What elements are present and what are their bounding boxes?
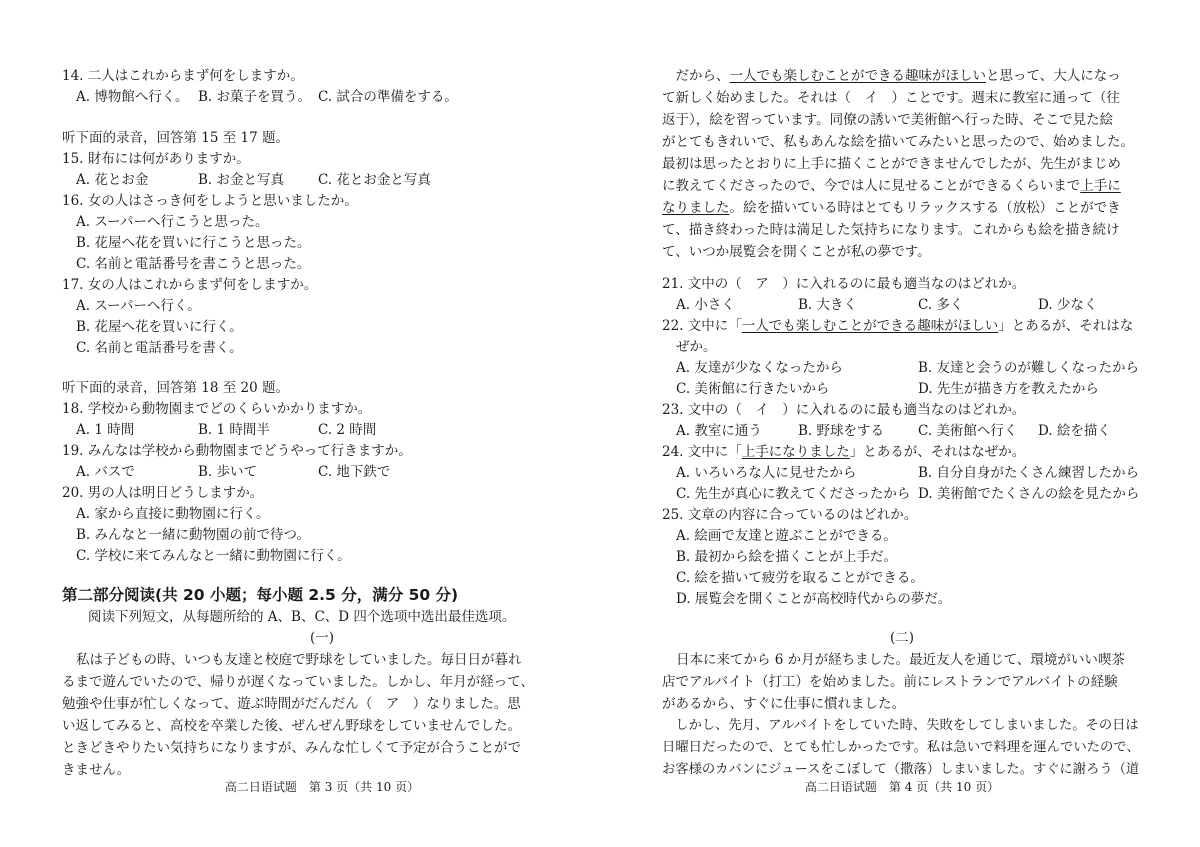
part2-heading: 第二部分阅读(共 20 小题；每小题 2.5 分，满分 50 分) [62, 586, 459, 604]
left-page [62, 0, 582, 847]
underlined-phrase: 上手になりました [741, 444, 850, 460]
question-24-options-row1 [662, 463, 1142, 483]
option-a: A. バスで [76, 464, 135, 480]
option-b: B. 友達と会うのが難しくなったから [918, 360, 1140, 376]
question-14-options [62, 87, 582, 107]
passage-line: て、いつか展覧会を開くことが私の夢です。 [662, 244, 931, 260]
option-a: A. 花とお金 [76, 172, 149, 188]
option-c: C. 地下鉄で [318, 464, 391, 480]
option-b: B. 花屋へ花を買いに行く。 [76, 319, 243, 335]
option-c: C. 2 時間 [318, 422, 377, 438]
passage-2-line: 店でアルバイト（打工）を始めました。前にレストランでアルバイトの経験 [662, 674, 1118, 690]
passage-1-line: ときどきやりたい気持ちになりますが、みんな忙しくて予定が合うことがで [62, 740, 521, 756]
section-2-title: (二) [889, 630, 915, 646]
option-b: B. お金と写真 [198, 172, 285, 188]
option-a: A. 友達が少なくなったから [676, 360, 843, 376]
passage-2-line: お客様のカバンにジュースをこぼして（撒落）しまいました。すぐに謝ろう（道 [662, 762, 1140, 777]
question-21: 21. 文中の（ ア ）に入れるのに最も適当なのはどれか。 [662, 276, 1026, 292]
passage-line: だから、一人でも楽しむことができる趣味がほしいと思って、大人になっ [662, 68, 1121, 84]
passage-line: に教えてくださったので、今では人に見せることができるくらいまで上手に [662, 178, 1121, 194]
option-c: C. 名前と電話番号を書く。 [76, 340, 243, 356]
option-c: C. 名前と電話番号を書こうと思った。 [76, 256, 311, 272]
question-19: 19. みんなは学校から動物園までどうやって行きますか。 [62, 443, 412, 459]
passage-2-line: があるから、すぐに仕事に慣れました。 [662, 696, 905, 712]
underlined-phrase: なりました [662, 200, 730, 216]
option-a: A. 小さく [676, 297, 735, 313]
option-a: A. スーパーへ行こうと思った。 [76, 214, 269, 230]
page-footer: 高二日语试题 第 4 页（共 10 页） [804, 780, 1000, 794]
option-d: D. 展覧会を開くことが高校時代からの夢だ。 [676, 591, 952, 607]
passage-1-line: 私は子どもの時、いつも友達と校庭で野球をしていました。毎日日が暮れ [76, 652, 522, 668]
question-17: 17. 女の人はこれからまず何をしますか。 [62, 277, 318, 293]
question-18-options [62, 420, 582, 440]
option-a: A. スーパーへ行く。 [76, 298, 201, 314]
passage-1-line: きません。 [62, 762, 131, 778]
question-22-options-row2 [662, 379, 1142, 399]
option-b: B. 野球をする [798, 423, 885, 439]
option-c: C. 美術館へ行く [918, 423, 1018, 439]
passage-2-line: しかし、先月、アルバイトをしていた時、失敗をしてしまいました。その日は [662, 718, 1139, 733]
passage-line: て、描き終わった時は満足した気持ちになります。これからも絵を描き続け [662, 222, 1120, 238]
question-24-options-row2 [662, 484, 1142, 504]
question-16: 16. 女の人はさっき何をしようと思いましたか。 [62, 193, 358, 209]
option-c: C. 学校に来てみんなと一緒に動物園に行く。 [76, 548, 351, 564]
option-b: B. 自分自身がたくさん練習したから [918, 465, 1140, 481]
option-d: D. 絵を描く [1038, 423, 1111, 439]
passage-line: 返于），絵を習っています。同僚の誘いで美術館へ行った時、そこで見た絵 [662, 112, 1114, 128]
option-a: A. 教室に通う [676, 423, 762, 439]
question-15: 15. 財布には何がありますか。 [62, 151, 250, 167]
option-c: C. 美術館に行きたいから [676, 381, 830, 397]
question-21-options [662, 295, 1142, 315]
option-a: A. 家から直接に動物園に行く。 [76, 506, 270, 522]
underlined-phrase: 一人でも楽しむことができる趣味がほしい [741, 318, 999, 334]
option-a: A. 博物館へ行く。 [76, 89, 189, 105]
question-22-options-row1 [662, 358, 1142, 378]
option-c: C. 花とお金と写真 [318, 172, 431, 188]
option-b: B. 1 時間半 [198, 422, 270, 438]
section-1-title: (一) [309, 630, 335, 646]
listening-instruction: 听下面的录音，回答第 15 至 17 题。 [62, 130, 290, 146]
passage-line: て新しく始めました。それは（ イ ）ことです。週末に教室に通って（往 [662, 90, 1120, 106]
listening-instruction: 听下面的录音，回答第 18 至 20 题。 [62, 380, 290, 396]
option-b: B. 花屋へ花を買いに行こうと思った。 [76, 235, 311, 251]
option-a: A. 絵画で友達と遊ぶことができる。 [676, 528, 897, 544]
option-b: B. 最初から絵を描くことが上手だ。 [676, 549, 898, 565]
option-a: A. 1 時間 [76, 422, 135, 438]
option-b: B. みんなと一緒に動物園の前で待つ。 [76, 527, 310, 543]
page-footer: 高二日语试题 第 3 页（共 10 页） [224, 780, 420, 794]
option-c: C. 多く [918, 297, 964, 313]
option-a: A. いろいろな人に見せたから [676, 465, 857, 481]
passage-1-line: い返してみると、高校を卒業した後、ぜんぜん野球をしていませんでした。 [62, 718, 521, 734]
option-d: D. 先生が描き方を教えたから [918, 381, 1099, 397]
part2-instruction: 阅读下列短文，从每题所给的 A、B、C、D 四个选项中选出最佳选项。 [88, 609, 516, 625]
question-15-options [62, 170, 582, 190]
option-c: C. 試合の準備をする。 [318, 89, 458, 105]
question-25: 25. 文章の内容に合っているのはどれか。 [662, 507, 918, 523]
question-23: 23. 文中の（ イ ）に入れるのに最も適当なのはどれか。 [662, 402, 1026, 418]
option-d: D. 美術館でたくさんの絵を見たから [918, 486, 1140, 502]
question-24: 24. 文中に「上手になりました」とあるが、それはなぜか。 [662, 444, 1026, 460]
passage-1-line: るまで遊んでいたので、帰りが遅くなっていました。しかし、年月が経って、 [62, 674, 534, 690]
passage-1-line: 勉強や仕事が忙しくなって、遊ぶ時間がだんだん（ ア ）なりました。思 [62, 696, 521, 712]
option-c: C. 絵を描いて疲労を取ることができる。 [676, 570, 924, 586]
option-b: B. 大きく [798, 297, 858, 313]
passage-2-line: 日曜日だったので、とても忙しかったです。私は急いで料理を運んでいたので、 [662, 740, 1140, 755]
passage-2-line: 日本に来てから 6 か月が経ちました。最近友人を通じて、環境がいい喫茶 [676, 652, 1125, 668]
question-22-continued: ぜか。 [676, 339, 717, 355]
underlined-phrase: 上手に [1080, 178, 1121, 194]
option-c: C. 先生が真心に教えてくださったから [676, 486, 911, 502]
question-23-options [662, 421, 1142, 441]
passage-line: 最初は思ったとおりに上手に描くことができませんでしたが、先生がまじめ [662, 156, 1121, 172]
question-19-options [62, 462, 582, 482]
question-20: 20. 男の人は明日どうしますか。 [62, 485, 264, 501]
underlined-phrase: 一人でも楽しむことができる趣味がほしい [729, 68, 986, 84]
right-page [662, 0, 1142, 847]
option-d: D. 少なく [1038, 297, 1098, 313]
question-22: 22. 文中に「一人でも楽しむことができる趣味がほしい」とあるが、それはな [662, 318, 1134, 334]
option-b: B. お菓子を買う。 [198, 89, 312, 105]
passage-line: がとてもきれいで、私もあんな絵を描いてみたいと思ったので、始めました。 [662, 134, 1134, 150]
passage-line: なりました。絵を描いている時はとてもリラックスする（放松）ことができ [662, 200, 1121, 216]
question-14: 14. 二人はこれからまず何をしますか。 [62, 68, 304, 84]
question-18: 18. 学校から動物園までどのくらいかかりますか。 [62, 401, 372, 417]
option-b: B. 歩いて [198, 464, 258, 480]
